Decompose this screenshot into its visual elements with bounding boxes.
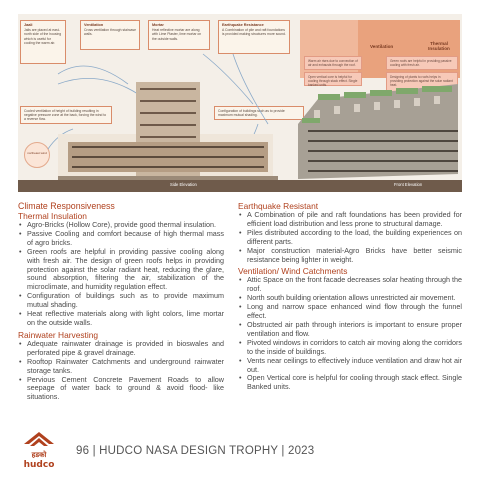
- mortar-title: Mortar: [152, 23, 164, 27]
- side-elevation-label: Side Elevation: [170, 182, 197, 187]
- thermal-note-2: Designing of plants to roofs helps in providing protection against the solar radiant heat.: [386, 72, 458, 92]
- footer-text: 96 | HUDCO NASA DESIGN TROPHY | 2023: [76, 445, 315, 457]
- earthquake-box-text: A Combination of pile and raft foundations is provided making structures more sound.: [222, 28, 286, 37]
- rainwater-heading: Rainwater Harvesting: [18, 329, 99, 340]
- earthquake-list: [238, 211, 462, 264]
- list-item: • Open Vertical core is helpful for cooling through stack effect. Single Banked units.: [238, 374, 462, 392]
- list-item: • Rooftop Rainwater Catchments and underground rainwater storage tanks.: [18, 358, 224, 376]
- thermal-heading: Thermal Insulation: [18, 211, 87, 221]
- thermal-title: Thermal Insulation: [428, 41, 450, 51]
- logo-text: hudco: [23, 460, 55, 470]
- climate-title: Climate Responsiveness: [18, 201, 115, 211]
- right-column: [238, 201, 462, 392]
- building-elevations: [18, 14, 462, 192]
- jaali-text: Jalis are placed at east-north side of the housing which is useful for cooling the warm air.: [24, 28, 62, 45]
- front-elevation-label: Front Elevation: [394, 182, 423, 187]
- list-item: • Pervious Cement Concrete Pavement Roads to allow seepage of water back to ground & avoid flood- like situations.: [18, 376, 224, 403]
- list-item: • Obstructed air path through interiors is important to ensure proper ventilation and flow.: [238, 321, 462, 339]
- ventilation-heading: Ventilation/ Wind Catchments: [238, 266, 348, 277]
- thermal-note-1: Green roofs are helpful in providing passive cooling with fresh air.: [386, 56, 458, 70]
- mortar-text: Heat reflective mortar are along with Lime Plaster, lime mortar on the outside walls.: [152, 28, 202, 41]
- list-item: • Agro-Bricks (Hollow Core), provide good thermal insulation.: [18, 221, 224, 230]
- list-item: • Configuration of buildings such as to provide maximum mutual shading.: [18, 292, 224, 310]
- logo-hindi: हडको: [31, 451, 47, 459]
- shading-note: Configuration of buildings such as to provide maximum mutual shading.: [214, 106, 304, 120]
- vent-note-1: Warm air rises due to convection of air and exhausts through the roof.: [304, 56, 362, 70]
- earthquake-heading: Earthquake Resistant: [238, 201, 319, 211]
- list-item: • Vents near ceilings to effectively induce ventilation and draw hot air out.: [238, 357, 462, 375]
- side-elevation-building: [58, 82, 278, 180]
- list-item: • North south building orientation allows unrestricted air movement.: [238, 294, 462, 303]
- ventilation-box-title: Ventilation: [84, 23, 104, 27]
- list-item: • Piles distributed according to the load, the building experiences on different parts.: [238, 229, 462, 247]
- list-item: • Heat reflective materials along with light colors, lime mortar on the outside walls.: [18, 310, 224, 328]
- jaali-title: Jaali: [24, 23, 33, 27]
- rainwater-list: [18, 340, 224, 402]
- hudco-logo: [18, 430, 60, 470]
- wind-circle: northeast wind: [24, 142, 50, 168]
- vent-note-2: Open vertical core is helpful for cooling through stack effect. Single banked units.: [304, 72, 362, 86]
- list-item: • Passive Cooling and comfort because of high thermal mass of agro bricks.: [18, 230, 224, 248]
- ventilation-title: Ventilation: [370, 44, 394, 49]
- list-item: • Major construction material-Agro Bricks have better seismic resistance being lighter in weight.: [238, 247, 462, 265]
- list-item: • Attic Space on the front facade decreases solar heating through the roof.: [238, 276, 462, 294]
- ventilation-list: [238, 276, 462, 392]
- ventilation-box-text: Cross ventilation through staircase walls.: [84, 28, 137, 37]
- negative-pressure-note: Cooled ventilation of height of building resulting in negative pressure zone at the back, forcing the wind to a reverse flow.: [20, 106, 112, 124]
- left-column: [18, 201, 224, 402]
- diagram-sheet: [18, 14, 462, 192]
- front-elevation-building: [298, 84, 458, 179]
- earthquake-box-title: Earthquake Resistance: [222, 23, 264, 27]
- thermal-list: [18, 221, 224, 328]
- list-item: • A Combination of pile and raft foundations has been provided for efficient load distribution and less prone to structural damage.: [238, 211, 462, 229]
- footer: [18, 430, 318, 470]
- list-item: • Long and narrow space enhanced wind flow through the funnel effect.: [238, 303, 462, 321]
- list-item: • Adequate rainwater drainage is provided in bioswales and perforated pipe & gravel drainage.: [18, 340, 224, 358]
- list-item: • Green roofs are helpful in providing passive cooling along with fresh air. The design of green roofs helps in providing protection against the solar radiant heat, reducing the glare, sound absorption, filtering the air, stabilization of the microclimate, and humidity regulation effect.: [18, 248, 224, 293]
- list-item: • Pivoted windows in corridors to catch air moving along the corridors to the inside of buildings.: [238, 339, 462, 357]
